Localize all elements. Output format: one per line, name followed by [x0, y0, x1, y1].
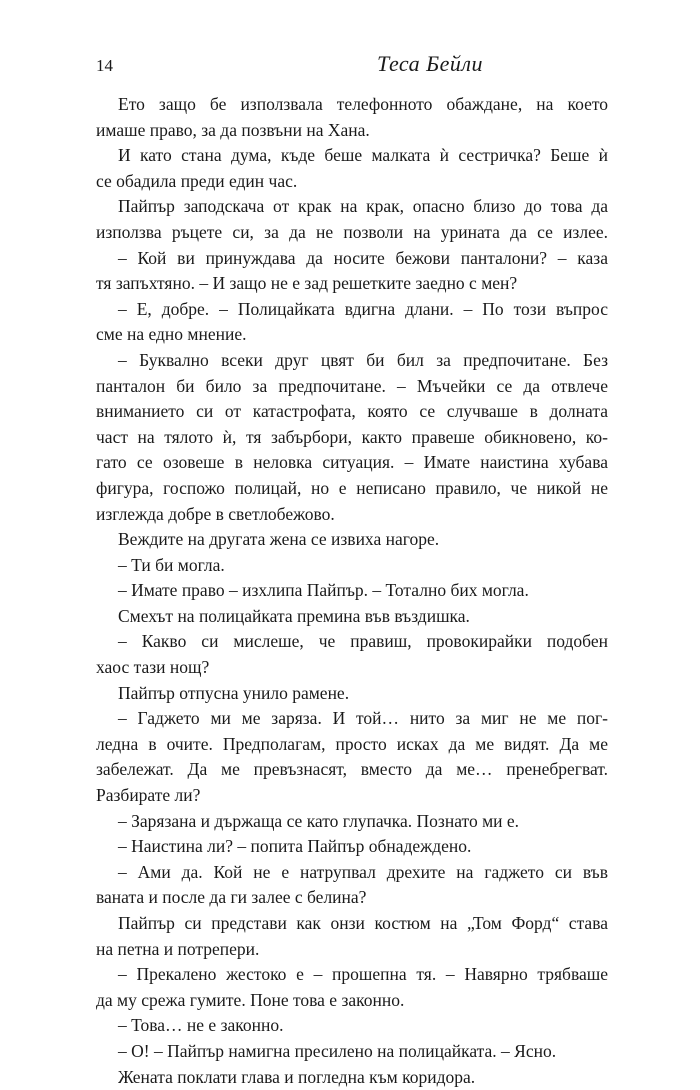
page-number: 14	[96, 56, 113, 75]
body-text	[96, 92, 608, 1090]
text-line: – Имате право – изхлипа Пайпър. – Тотално бих могла.	[118, 580, 529, 601]
text-line: използва ръцете си, за да не позволи на урината да се излее.	[96, 221, 608, 242]
text-line: – Буквално всеки друг цвят би бил за предпочитане. Без	[118, 349, 608, 370]
text-line: – Това… не е законно.	[118, 1015, 284, 1036]
text-line: – Кой ви принуждава да носите бежови панталони? – каза	[118, 247, 608, 268]
text-line: – Гаджето ми ме заряза. И той… нито за миг не ме пог-	[118, 708, 608, 729]
text-line: гато се озовеше в неловка ситуация. – Имате наистина хубава	[96, 452, 608, 473]
text-line: сме на едно мнение.	[96, 324, 247, 345]
text-line: хаос тази нощ?	[96, 657, 210, 678]
text-line: панталон би било за предпочитане. – Мъчейки се да отвлече	[96, 375, 608, 396]
text-line: да му срежа гумите. Поне това е законно.	[96, 989, 405, 1010]
text-line: ваната и после да ги залее с белина?	[96, 887, 367, 908]
text-line: Пайпър си представи как онзи костюм на „Том Форд“ става	[118, 913, 608, 933]
text-line: – Ти би могла.	[118, 554, 225, 575]
text-line: тя запъхтяно. – И защо не е зад решетките заедно с мен?	[96, 273, 518, 294]
text-line: част на тялото ѝ, тя забърбори, както правеше обикновено, ко-	[96, 426, 608, 447]
text-line: Разбирате ли?	[96, 785, 201, 806]
text-line: фигура, госпожо полицай, но е неписано правило, че никой не	[96, 477, 608, 498]
text-line: Пайпър заподскача от крак на крак, опасно близо до това да	[118, 196, 608, 217]
text-line: имаше право, за да позвъни на Хана.	[96, 119, 370, 140]
text-line: – О! – Пайпър намигна пресилено на полицайката. – Ясно.	[118, 1040, 557, 1061]
text-line: Веждите на другата жена се извиха нагоре.	[118, 529, 440, 550]
text-line: Пайпър отпусна унило рамене.	[118, 682, 350, 703]
text-line: – Зарязана и държаща се като глупачка. Познато ми е.	[118, 810, 520, 831]
text-line: – Прекалено жестоко е – прошепна тя. – Навярно трябваше	[118, 964, 608, 985]
text-line: – Какво си мислеше, че правиш, провокирайки подобен	[118, 631, 608, 652]
text-line: вниманието си от катастрофата, която се случваше в долната	[96, 401, 608, 422]
text-line: – Наистина ли? – попита Пайпър обнадеждено.	[118, 836, 472, 857]
running-title: Теса Бейли	[377, 51, 483, 76]
text-line: изглежда добре в светлобежово.	[96, 503, 335, 524]
text-line: И като стана дума, къде беше малката ѝ сестричка? Беше ѝ	[118, 145, 608, 166]
text-line: Ето защо бе използвала телефонното обаждане, на което	[118, 94, 608, 114]
text-line: – Ами да. Кой не е натрупвал дрехите на гаджето си във	[118, 861, 608, 882]
text-line: – Е, добре. – Полицайката вдигна длани. – По този въпрос	[118, 298, 608, 319]
text-line: забележат. Да ме превъзнасят, вместо да ме… пренебрегват.	[96, 759, 608, 780]
text-line: Жената поклати глава и погледна към коридора.	[118, 1066, 476, 1087]
text-line: ледна в очите. Предполагам, просто исках да ме видят. Да ме	[96, 733, 608, 754]
text-line: Смехът на полицайката премина във въздишка.	[118, 605, 470, 626]
text-line: се обадила преди един час.	[96, 170, 298, 191]
text-line: на петна и потрепери.	[96, 938, 260, 959]
